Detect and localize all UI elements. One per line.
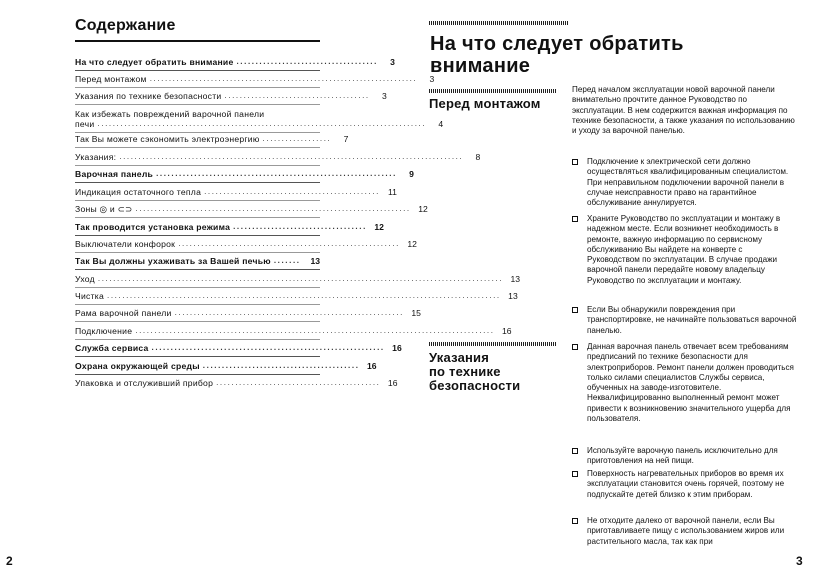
toc-item[interactable]: Зоны ◎ и ⊂⊃ ........................................................................ 12 (75, 204, 320, 214)
toc-item[interactable]: Как избежать повреждений варочной панели печи ...................................................................................... 4 (75, 109, 320, 129)
page-title: На что следует обратить внимание (430, 33, 684, 77)
section-body-safety: Данная варочная панель отвечает всем требованиям предписаний по технике безопасности для электроприборов. Ремонт панели должен проводиться только силами специалистов Службы сервиса, обученных на заводе-изготовителе. Неквалифицированно выполненный ремонт может привести к возникновению значительного ущерба для пользователя. Используйте варочную панель исключительно для приготовления на ней пищи. Поверхность нагревательных приборов во время их эксплуатации становится очень горячей, поэтому не подпускайте детей близко к этим приборам. Не отходите далеко от варочной панели, если Вы приготавливаете пищу с использованием жиров или растительного масла, так как при (572, 342, 804, 562)
toc-item[interactable]: Служба сервиса ............................................................. 16 (75, 343, 320, 353)
toc-item[interactable]: Уход .......................................................................................................... 13 (75, 274, 320, 284)
toc-item[interactable]: Охрана окружающей среды ......................................... 16 (75, 361, 320, 371)
toc-item[interactable]: Упаковка и отслуживший прибор ........................................... 16 (75, 378, 398, 388)
section-body-before-installation: Перед началом эксплуатации новой варочной панели внимательно прочтите данное Руководство по эксплуатации. В нем содержится важная информация по технике безопасности, а также указания по использованию и уходу за варочной панелью. Подключение к электрической сети должно осуществляться квалифицированным специалистом. При неправильном подключении варочной панели в случае неисправности право на гарантийное обслуживание аннулируется. Храните Руководство по эксплуатации и монтажу в надежном месте. Если возникнет необходимость в ремонте, важную информацию по сервисному обслуживанию Вы найдете на конверте с Руководством по эксплуатации. В случае продажи варочной панели передайте новому владельцу Руководство по эксплуатации и монтажу. Если Вы обнаружили повреждения при транспортировке, не начинайте пользоваться варочной панелью. (572, 85, 797, 335)
section-hatch-bar (429, 89, 557, 93)
toc-item[interactable]: Чистка ....................................................................................................... 13 (75, 291, 320, 301)
page-number-right: 3 (796, 554, 803, 568)
toc-item[interactable]: Выключатели конфорок .......................................................... 12 (75, 239, 320, 249)
page-number-left: 2 (6, 554, 13, 568)
section-hatch-bar (429, 342, 557, 346)
checkbox-bullet-icon (572, 471, 578, 477)
checkbox-bullet-icon (572, 448, 578, 454)
toc-item[interactable]: Указания: .......................................................................................... 8 (75, 152, 320, 162)
checkbox-bullet-icon (572, 307, 578, 313)
toc-item[interactable]: На что следует обратить внимание ..................................... 3 (75, 57, 320, 67)
section-title-safety: Указания по технике безопасности (429, 350, 521, 393)
toc-item[interactable]: Так проводится установка режима ................................... 12 (75, 222, 320, 232)
checkbox-bullet-icon (572, 216, 578, 222)
toc-item[interactable]: Варочная панель ............................................................... 9 (75, 169, 320, 179)
checkbox-bullet-icon (572, 344, 578, 350)
checkbox-bullet-icon (572, 159, 578, 165)
intro-paragraph: Перед началом эксплуатации новой варочной панели внимательно прочтите данное Руководство по эксплуатации. В нем содержится важная информация по технике безопасности, а также указания по использованию и уходу за варочной панелью. (572, 85, 795, 136)
right-page (407, 0, 814, 583)
toc-top-rule (75, 40, 320, 42)
toc-item[interactable]: Рама варочной панели ............................................................ 15 (75, 308, 320, 318)
title-hatch-bar (429, 21, 569, 25)
toc-item[interactable]: Индикация остаточного тепла .............................................. 11 (75, 187, 320, 197)
toc-item[interactable]: Указания по технике безопасности ...................................... 3 (75, 91, 320, 101)
toc-item[interactable]: Так Вы можете сэкономить электроэнергию .................. 7 (75, 134, 320, 144)
checkbox-bullet-icon (572, 518, 578, 524)
toc-item[interactable]: Перед монтажом ...................................................................... 3 (75, 74, 320, 84)
toc-title: Содержание (75, 17, 176, 34)
toc-item[interactable]: Так Вы должны ухаживать за Вашей печью ....... 13 (75, 256, 320, 266)
section-title-before-installation: Перед монтажом (429, 96, 541, 111)
toc-item[interactable]: Подключение .............................................................................................. 16 (75, 326, 320, 336)
